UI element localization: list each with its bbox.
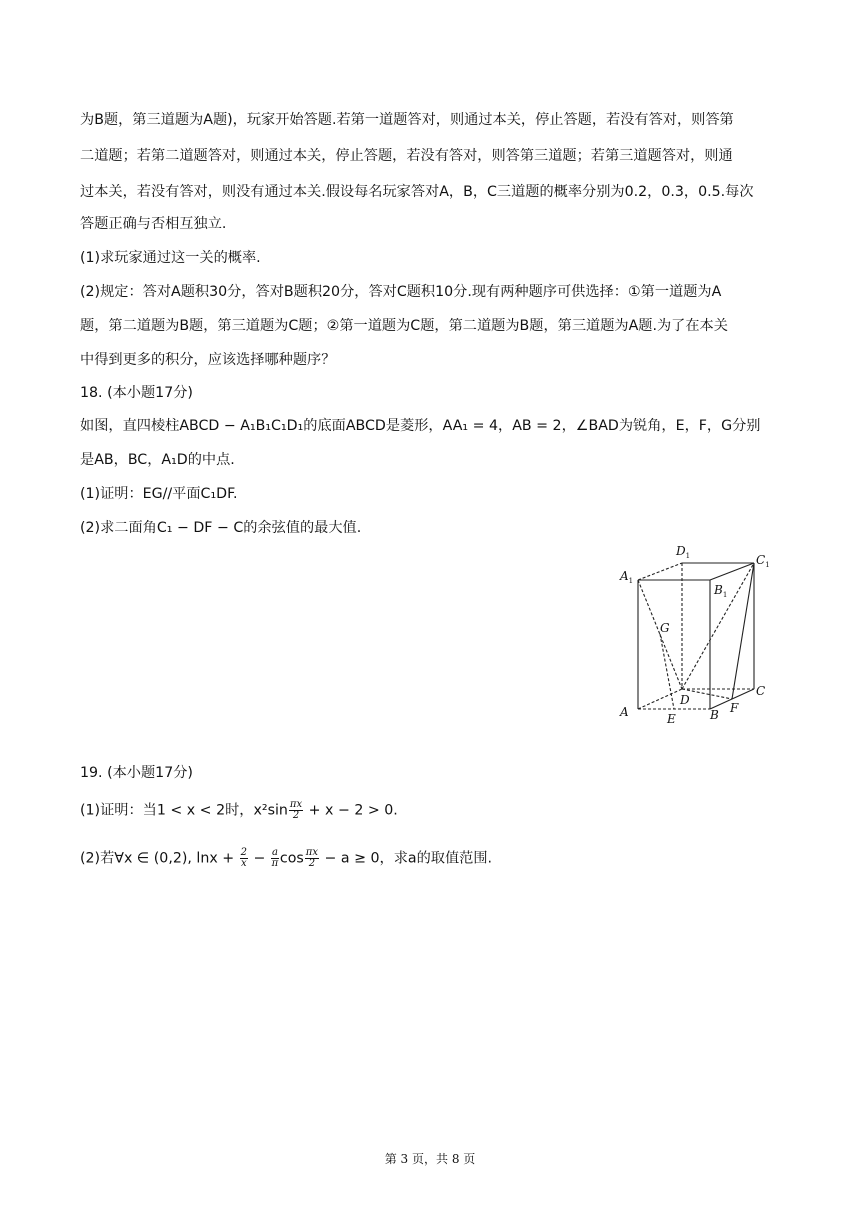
q17-part-2-line-1: (2)规定：答对A题积30分，答对B题积20分，答对C题积10分.现有两种题序可供选择：①第一道题为A xyxy=(80,284,722,300)
label-D1: $D_1$ xyxy=(676,544,691,560)
q17-text-line-2: 二道题；若第二道题答对，则通过本关，停止答题，若没有答对，则答第三道题；若第三道题答对，则通 xyxy=(80,148,733,164)
label-C: C xyxy=(756,684,766,698)
q19-p2-cos: cos xyxy=(279,850,304,867)
q18-part-1: (1)证明：EG//平面C₁DF. xyxy=(80,486,238,502)
q17-part-1: (1)求玩家通过这一关的概率. xyxy=(80,250,261,266)
q19-heading: 19. (本小题17分) xyxy=(80,765,193,781)
prism-figure xyxy=(612,536,782,732)
q17-part-2-line-2: 题，第二道题为B题，第三道题为C题；②第一道题为C题，第二道题为B题，第三道题为A题.为了在本关 xyxy=(80,318,728,334)
q19-part-1 xyxy=(80,800,398,821)
label-D: D xyxy=(680,693,690,707)
q19-p2-pre: (2)若∀x ∈ (0,2), lnx + xyxy=(80,850,239,867)
q18-text-line-1: 如图，直四棱柱ABCD − A₁B₁C₁D₁的底面ABCD是菱形，AA₁ = 4，AB = 2，∠BAD为锐角，E，F，G分别 xyxy=(80,418,761,434)
q19-p2-mid: − xyxy=(249,850,270,867)
q19-p1-post: + x − 2 > 0. xyxy=(304,802,398,819)
q17-text-line-3: 过本关，若没有答对，则没有通过本关.假设每名玩家答对A，B，C三道题的概率分别为0.2，0.3，0.5.每次 xyxy=(80,184,754,200)
q17-part-2-line-3: 中得到更多的积分，应该选择哪种题序？ xyxy=(80,352,336,368)
q19-p2-fraction-1: $\frac{2}{x}$ xyxy=(240,847,248,869)
label-G: G xyxy=(660,621,670,635)
page-footer: 第 3 页，共 8 页 xyxy=(384,1152,476,1166)
label-A1: $A_1$ xyxy=(620,569,634,585)
label-B: B xyxy=(710,708,719,722)
q17-text-line-4: 答题正确与否相互独立. xyxy=(80,216,227,232)
q19-p1-fraction: $\frac{\pi x}{2}$ xyxy=(289,799,303,821)
q19-p2-fraction-3: $\frac{\pi x}{2}$ xyxy=(305,847,319,869)
q17-text-line-1: 为B题，第三道题为A题)，玩家开始答题.若第一道题答对，则通过本关，停止答题，若没有答对，则答第 xyxy=(80,112,734,128)
q18-text-line-2: 是AB，BC，A₁D的中点. xyxy=(80,452,235,468)
label-C1: $C_1$ xyxy=(756,553,770,569)
label-E: E xyxy=(667,712,676,726)
q19-part-2 xyxy=(80,848,492,869)
label-F: F xyxy=(730,701,739,715)
q19-p2-fraction-2: $\frac{a}{\pi}$ xyxy=(271,847,279,869)
q19-p2-post: − a ≥ 0，求a的取值范围. xyxy=(320,850,493,867)
q18-part-2: (2)求二面角C₁ − DF − C的余弦值的最大值. xyxy=(80,520,362,536)
label-B1: $B_1$ xyxy=(714,583,728,599)
q19-p1-pre: (1)证明：当1 < x < 2时，x²sin xyxy=(80,802,288,819)
q18-heading: 18. (本小题17分) xyxy=(80,385,193,401)
label-A: A xyxy=(620,705,629,719)
